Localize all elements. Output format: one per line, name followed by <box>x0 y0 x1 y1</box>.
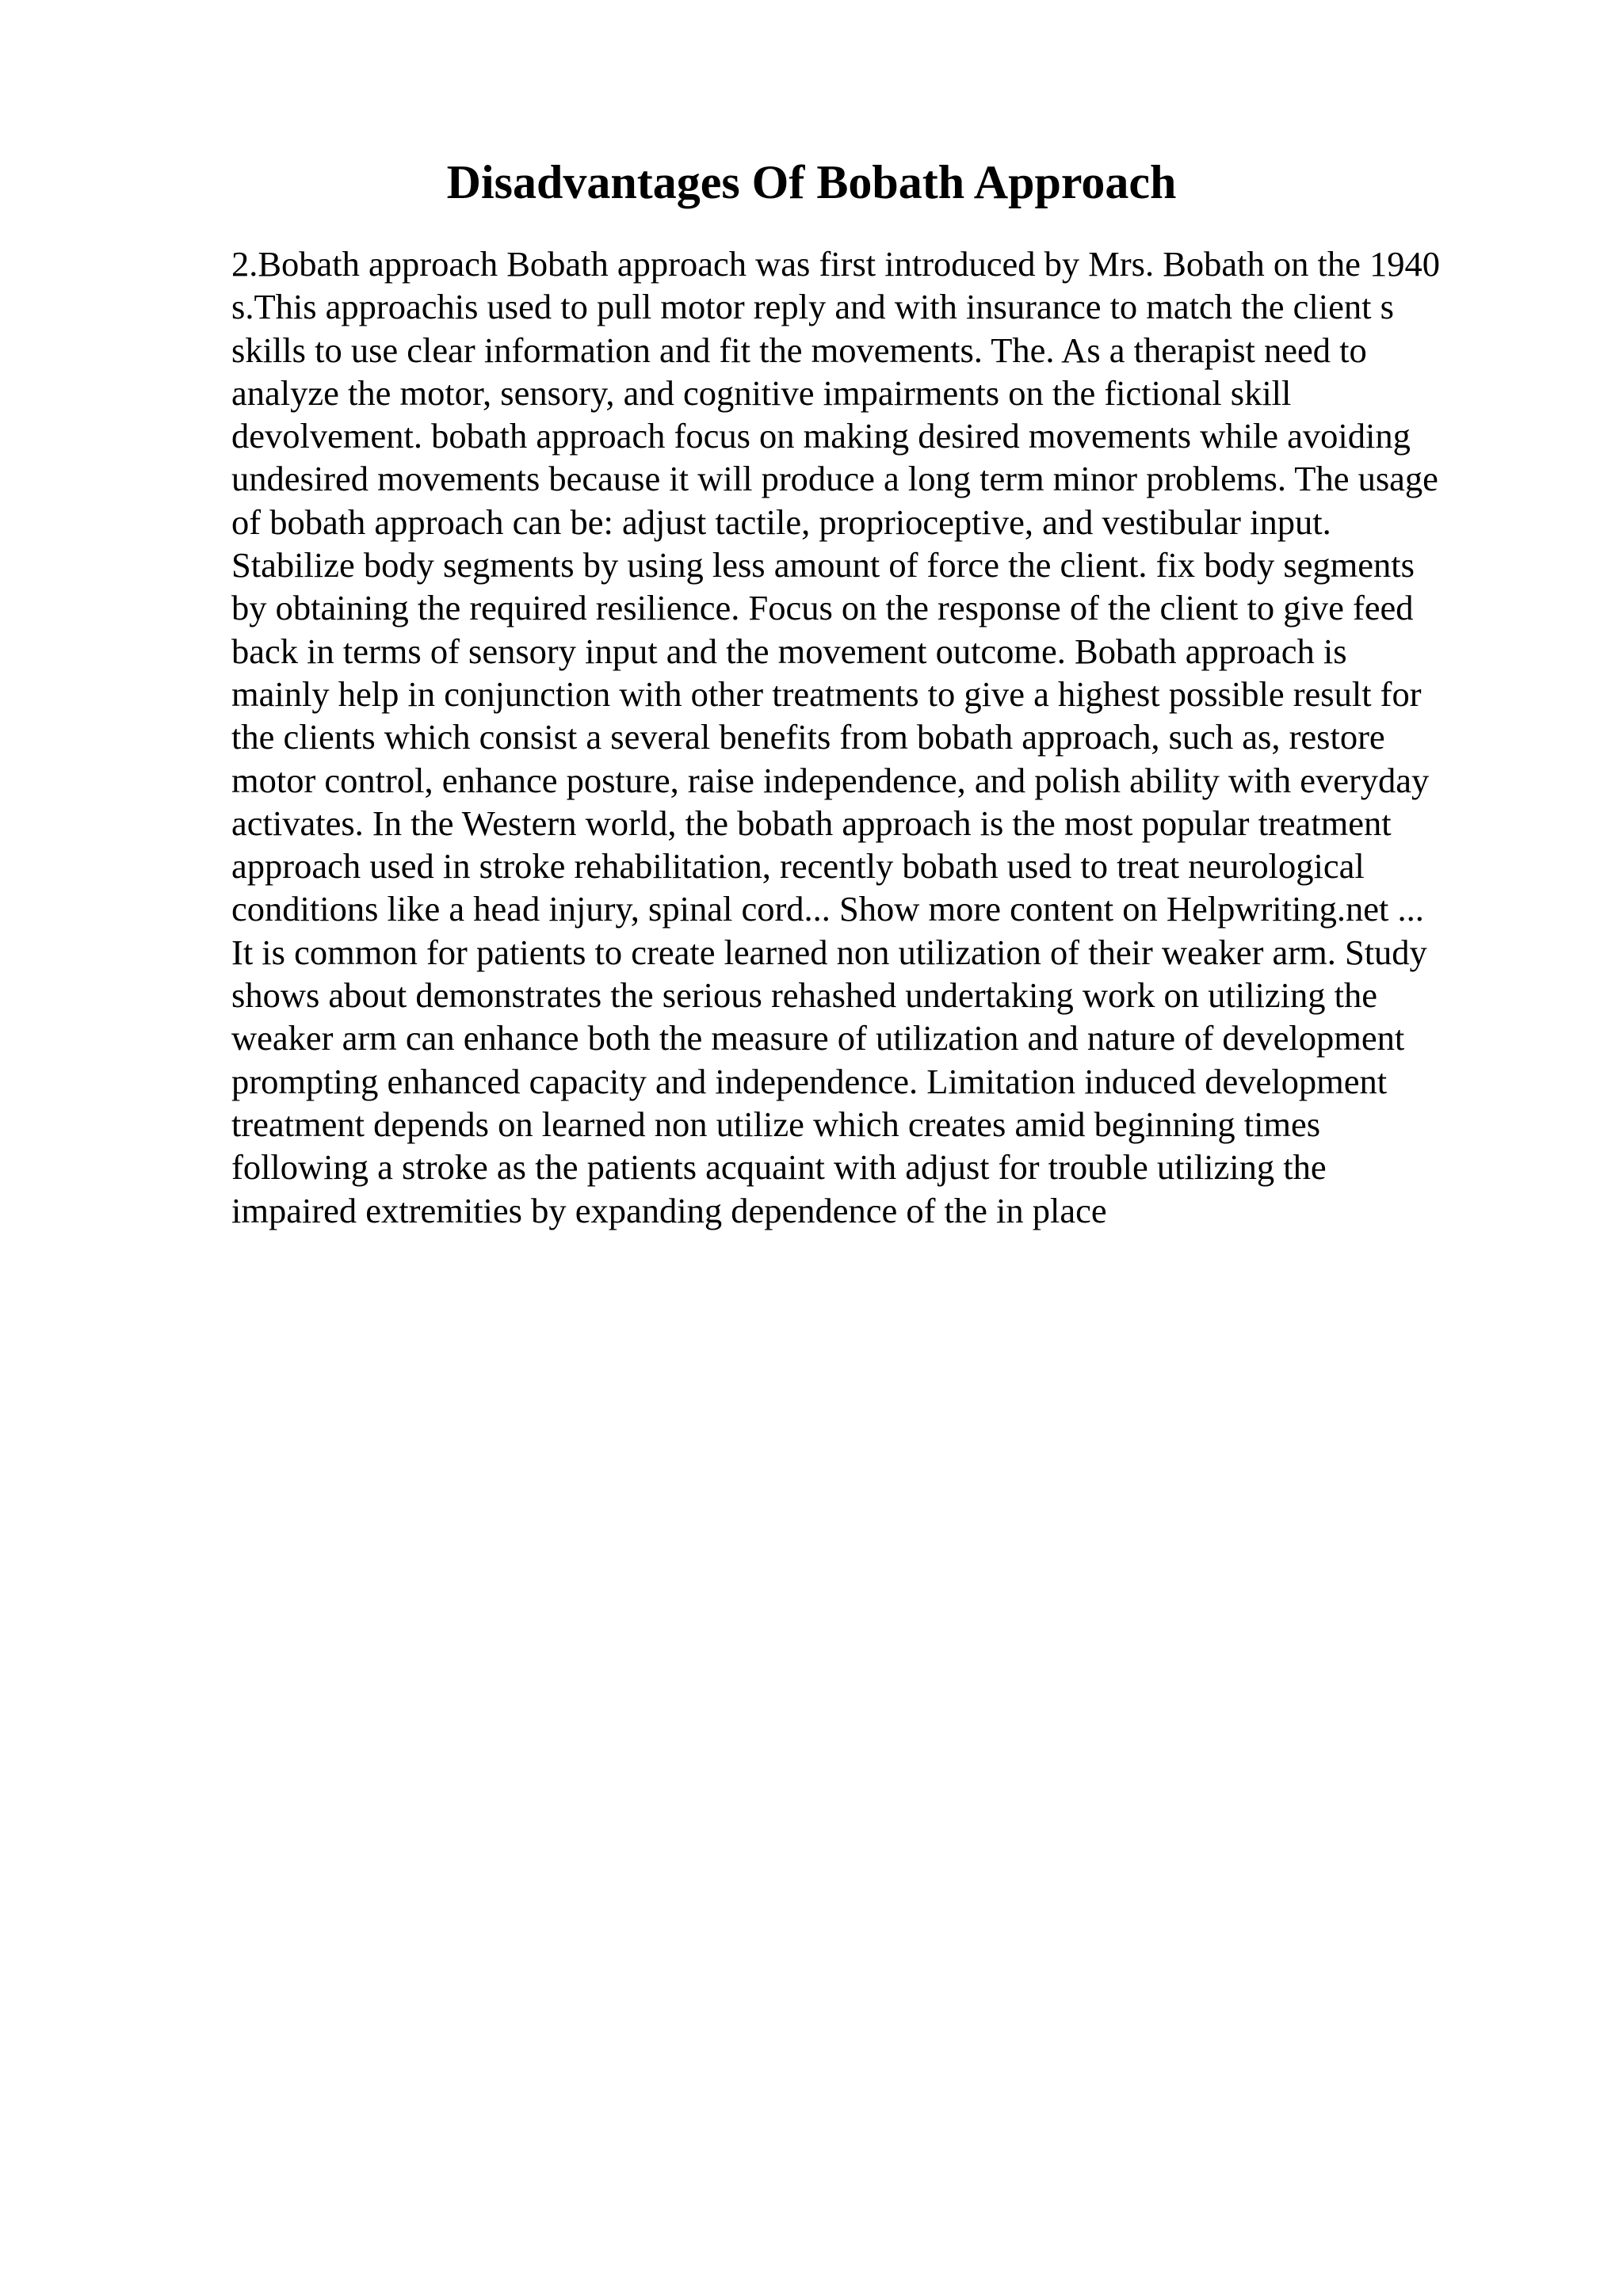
body-line: the clients which consist a several benefits from bobath approach, such as, restore <box>231 717 1385 757</box>
body-line: 2.Bobath approach Bobath approach was first introduced by Mrs. Bobath on the 1940 <box>231 244 1441 284</box>
body-line: devolvement. bobath approach focus on making desired movements while avoiding <box>231 416 1411 456</box>
body-line: impaired extremities by expanding dependence of the in place <box>231 1190 1107 1230</box>
document-body <box>231 242 1515 1232</box>
body-line: prompting enhanced capacity and independence. Limitation induced development <box>231 1061 1388 1101</box>
body-line: shows about demonstrates the serious rehashed undertaking work on utilizing the <box>231 975 1377 1016</box>
body-line: activates. In the Western world, the bobath approach is the most popular treatment <box>231 803 1392 843</box>
body-line: by obtaining the required resilience. Focus on the response of the client to give feed <box>231 588 1414 628</box>
body-line: It is common for patients to create learned non utilization of their weaker arm. Study <box>231 932 1427 972</box>
document-title: Disadvantages Of Bobath Approach <box>446 156 1177 208</box>
body-line: back in terms of sensory input and the movement outcome. Bobath approach is <box>231 631 1347 671</box>
body-line: of bobath approach can be: adjust tactile, proprioceptive, and vestibular input. <box>231 502 1331 542</box>
body-line: weaker arm can enhance both the measure of utilization and nature of development <box>231 1018 1405 1058</box>
body-line: analyze the motor, sensory, and cognitive impairments on the fictional skill <box>231 372 1292 413</box>
body-line: conditions like a head injury, spinal cord... Show more content on Helpwriting.net ... <box>231 889 1424 929</box>
body-line: skills to use clear information and fit the movements. The. As a therapist need to <box>231 330 1367 370</box>
body-line: Stabilize body segments by using less amount of force the client. fix body segments <box>231 545 1415 585</box>
body-line: approach used in stroke rehabilitation, recently bobath used to treat neurological <box>231 846 1365 887</box>
body-line: treatment depends on learned non utilize which creates amid beginning times <box>231 1104 1321 1144</box>
body-line: following a stroke as the patients acquaint with adjust for trouble utilizing the <box>231 1147 1327 1188</box>
body-line: undesired movements because it will produce a long term minor problems. The usage <box>231 459 1438 499</box>
body-line: mainly help in conjunction with other treatments to give a highest possible result for <box>231 673 1422 714</box>
body-line: s.This approachis used to pull motor reply and with insurance to match the client s <box>231 287 1394 327</box>
body-line: motor control, enhance posture, raise independence, and polish ability with everyday <box>231 760 1430 800</box>
